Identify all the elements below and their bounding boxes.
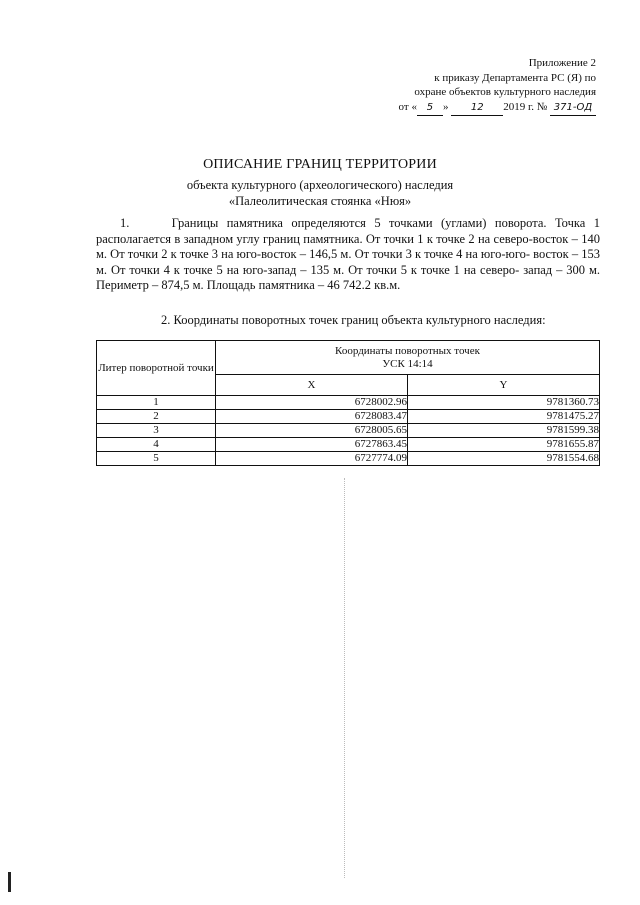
document-title: ОПИСАНИЕ ГРАНИЦ ТЕРРИТОРИИ xyxy=(203,157,437,172)
coord-y: 9781554.68 xyxy=(407,452,599,466)
coord-x: 6728083.47 xyxy=(216,410,408,424)
point-number: 1 xyxy=(97,396,216,410)
scan-margin-mark xyxy=(8,872,11,892)
table-row xyxy=(97,424,600,438)
table-header-row xyxy=(97,341,600,375)
table-row xyxy=(97,410,600,424)
appendix-line-1: Приложение 2 xyxy=(528,57,596,69)
coordinates-table xyxy=(96,340,600,466)
header-coords xyxy=(216,341,600,375)
date-day: 5 xyxy=(417,101,443,117)
point-number: 4 xyxy=(97,438,216,452)
appendix-header xyxy=(399,56,596,116)
coord-y: 9781475.27 xyxy=(407,410,599,424)
appendix-date-line xyxy=(399,100,596,117)
coord-x: 6728002.96 xyxy=(216,396,408,410)
document-subtitle-1: объекта культурного (археологического) наследия xyxy=(186,178,454,192)
coord-y: 9781360.73 xyxy=(407,396,599,410)
order-number: 371-ОД xyxy=(550,101,596,117)
point-number: 5 xyxy=(97,452,216,466)
header-x: X xyxy=(216,375,408,396)
document-subtitle-2: «Палеолитическая стоянка «Нюя» xyxy=(228,194,412,208)
coord-y: 9781599.38 xyxy=(407,424,599,438)
coord-x: 6727863.45 xyxy=(216,438,408,452)
date-mid: » xyxy=(442,100,449,113)
date-year: 2019 г. № xyxy=(503,100,548,113)
appendix-line-2: к приказу Департамента РС (Я) по xyxy=(434,71,596,84)
coord-x: 6727774.09 xyxy=(216,452,408,466)
coordinates-intro-paragraph: 2. Координаты поворотных точек границ объекта культурного наследия: xyxy=(161,313,546,327)
boundary-description-paragraph: 1. Границы памятника определяются 5 точками (углами) поворота. Точка 1 располагается в западном углу границ памятника. От точки 1 к точке 2 на северо-восток – 140 м. От точки 2 к точке 3 на юго-восток – 146,5 м. От точки 3 к точке 4 на юго-юго- восток – 153 м. От точки 4 к точке 5 на юго-запад – 135 м. От точки 5 к точке 1 на северо- запад – 300 м. Периметр – 874,5 м. Площадь памятника – 46 742.2 кв.м. xyxy=(96,216,600,292)
point-number: 2 xyxy=(97,410,216,424)
table-row xyxy=(97,396,600,410)
table-row xyxy=(97,452,600,466)
point-number: 3 xyxy=(97,424,216,438)
table-row xyxy=(97,438,600,452)
header-coords-line-1: Координаты поворотных точек xyxy=(335,344,480,357)
appendix-line-3: охране объектов культурного наследия xyxy=(414,86,596,98)
header-y: Y xyxy=(407,375,599,396)
date-month: 12 xyxy=(451,101,503,117)
date-prefix: от « xyxy=(398,100,417,113)
coord-x: 6728005.65 xyxy=(216,424,408,438)
coord-y: 9781655.87 xyxy=(407,438,599,452)
header-coords-line-2: УСК 14:14 xyxy=(382,357,433,370)
scan-artifact-line xyxy=(344,478,345,878)
header-liter: Литер поворотной точки xyxy=(97,341,216,396)
